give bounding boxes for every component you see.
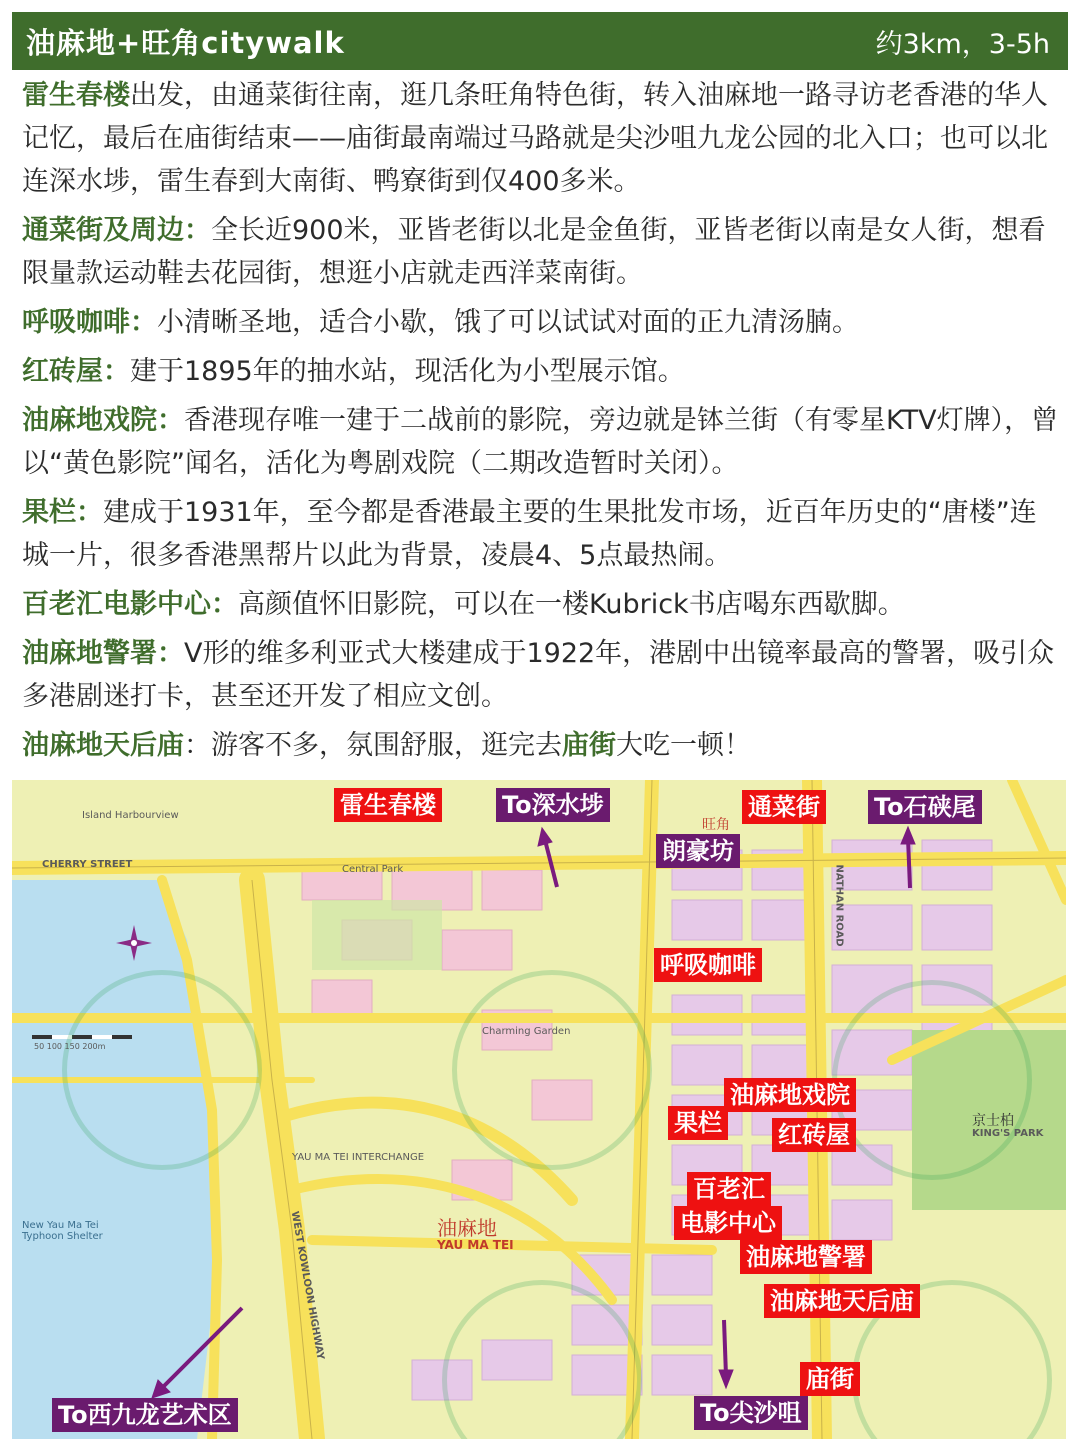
item-text: 出发，由通菜街往南，逛几条旺角特色街，转入油麻地一路寻访老香港的华人记忆，最后在庙街结束——庙街最南端过马路就是尖沙咀九龙公园的北入口；也可以北连深水埗，雷生春到大南街、鸭寮街到仅400多米。 [22,80,1048,197]
label-langham-place[interactable]: 朗豪坊 [656,834,740,868]
item-text: 高颜值怀旧影院，可以在一楼Kubrick书店喝东西歇脚。 [238,589,905,620]
item-heading: 红砖屋： [22,356,130,387]
label-tin-hau-temple[interactable]: 油麻地天后庙 [764,1284,920,1318]
map-text-kings-cn: 京士柏 [972,1113,1014,1129]
label-yau-ma-tei-theatre[interactable]: 油麻地戏院 [724,1078,856,1112]
list-item [22,74,1062,203]
map-text-ymt-en: YAU MA TEI [437,1238,514,1252]
label-to-west-kowloon[interactable]: To西九龙艺术区 [52,1398,238,1432]
map-text-charming: Charming Garden [482,1026,571,1037]
item-text: 建成于1931年，至今都是香港最主要的生果批发市场，近百年历史的“唐楼”连城一片，很多香港黑帮片以此为背景，凌晨4、5点最热闹。 [22,497,1037,571]
map-text-central-park: Central Park [342,864,404,875]
watermark-circle [832,980,1032,1180]
label-red-brick-building[interactable]: 红砖屋 [772,1118,856,1152]
map-text-ymt-cn: 油麻地 [437,1216,497,1240]
label-breathe-coffee[interactable]: 呼吸咖啡 [654,948,762,982]
description-list [22,74,1062,773]
map-text-mongkok: 旺角 [702,817,730,833]
page-title: 油麻地+旺角citywalk [26,25,345,60]
label-tung-choi-street[interactable]: 通菜街 [742,790,826,824]
item-heading: 呼吸咖啡： [22,307,157,338]
list-item [22,350,1062,393]
map-text-highway: WEST KOWLOON HIGHWAY [288,1210,326,1361]
map-text-shelter: New Yau Ma Tei Typhoon Shelter [22,1220,103,1242]
item-heading: 通菜街及周边： [22,215,211,246]
label-police-station[interactable]: 油麻地警署 [740,1240,872,1274]
map-text-island: Island Harbourview [82,810,179,821]
map-text-interchange: YAU MA TEI INTERCHANGE [292,1152,425,1163]
item-heading: 雷生春楼 [22,80,130,111]
item-text: 小清晰圣地，适合小歇，饿了可以试试对面的正九清汤腩。 [157,307,859,338]
item-text: 全长近900米，亚皆老街以北是金鱼街，亚皆老街以南是女人街，想看限量款运动鞋去花园街，想逛小店就走西洋菜南街。 [22,215,1046,289]
item-heading: 油麻地天后庙 [22,730,184,761]
item-heading: 油麻地警署： [22,638,184,669]
item-highlight: 庙街 [562,730,616,761]
item-heading: 百老汇电影中心： [22,589,238,620]
label-to-tsim-sha-tsui[interactable]: To尖沙咀 [694,1396,808,1430]
route-summary: 约3km，3-5h [875,28,1050,60]
list-item [22,399,1062,485]
item-text: ：游客不多，氛围舒服，逛完去 [184,730,562,761]
item-text: 建于1895年的抽水站，现活化为小型展示馆。 [130,356,685,387]
item-text: V形的维多利亚式大楼建成于1922年，港剧中出镜率最高的警署，吸引众多港剧迷打卡，甚至还开发了相应文创。 [22,638,1055,712]
list-item [22,209,1062,295]
list-item [22,491,1062,577]
header-bar [12,12,1068,70]
list-item [22,724,1062,767]
label-to-sham-shui-po[interactable]: To深水埗 [496,788,610,822]
map-text-nathan-road: NATHAN ROAD [833,864,845,947]
watermark-circle [62,970,262,1170]
label-broadway-line1[interactable]: 百老汇 [687,1172,771,1206]
item-heading: 油麻地戏院： [22,405,184,436]
list-item [22,583,1062,626]
watermark-circle [452,970,652,1170]
route-map[interactable] [12,780,1066,1439]
label-to-shek-kip-mei[interactable]: To石硖尾 [868,790,982,824]
label-lui-seng-chun[interactable]: 雷生春楼 [334,788,442,822]
map-text-scale: 50 100 150 200m [34,1042,106,1051]
label-fruit-market[interactable]: 果栏 [668,1106,728,1140]
map-text-kings-park: KING'S PARK [972,1128,1044,1139]
label-broadway-line2[interactable]: 电影中心 [674,1206,782,1240]
item-text: 香港现存唯一建于二战前的影院，旁边就是钵兰街（有零星KTV灯牌），曾以“黄色影院”闻名，活化为粤剧戏院（二期改造暂时关闭）。 [22,405,1059,479]
label-temple-street[interactable]: 庙街 [800,1362,860,1396]
item-heading: 果栏： [22,497,103,528]
list-item [22,301,1062,344]
map-text-cherry-street: CHERRY STREET [42,859,133,870]
item-text: 大吃一顿！ [616,730,751,761]
list-item [22,632,1062,718]
